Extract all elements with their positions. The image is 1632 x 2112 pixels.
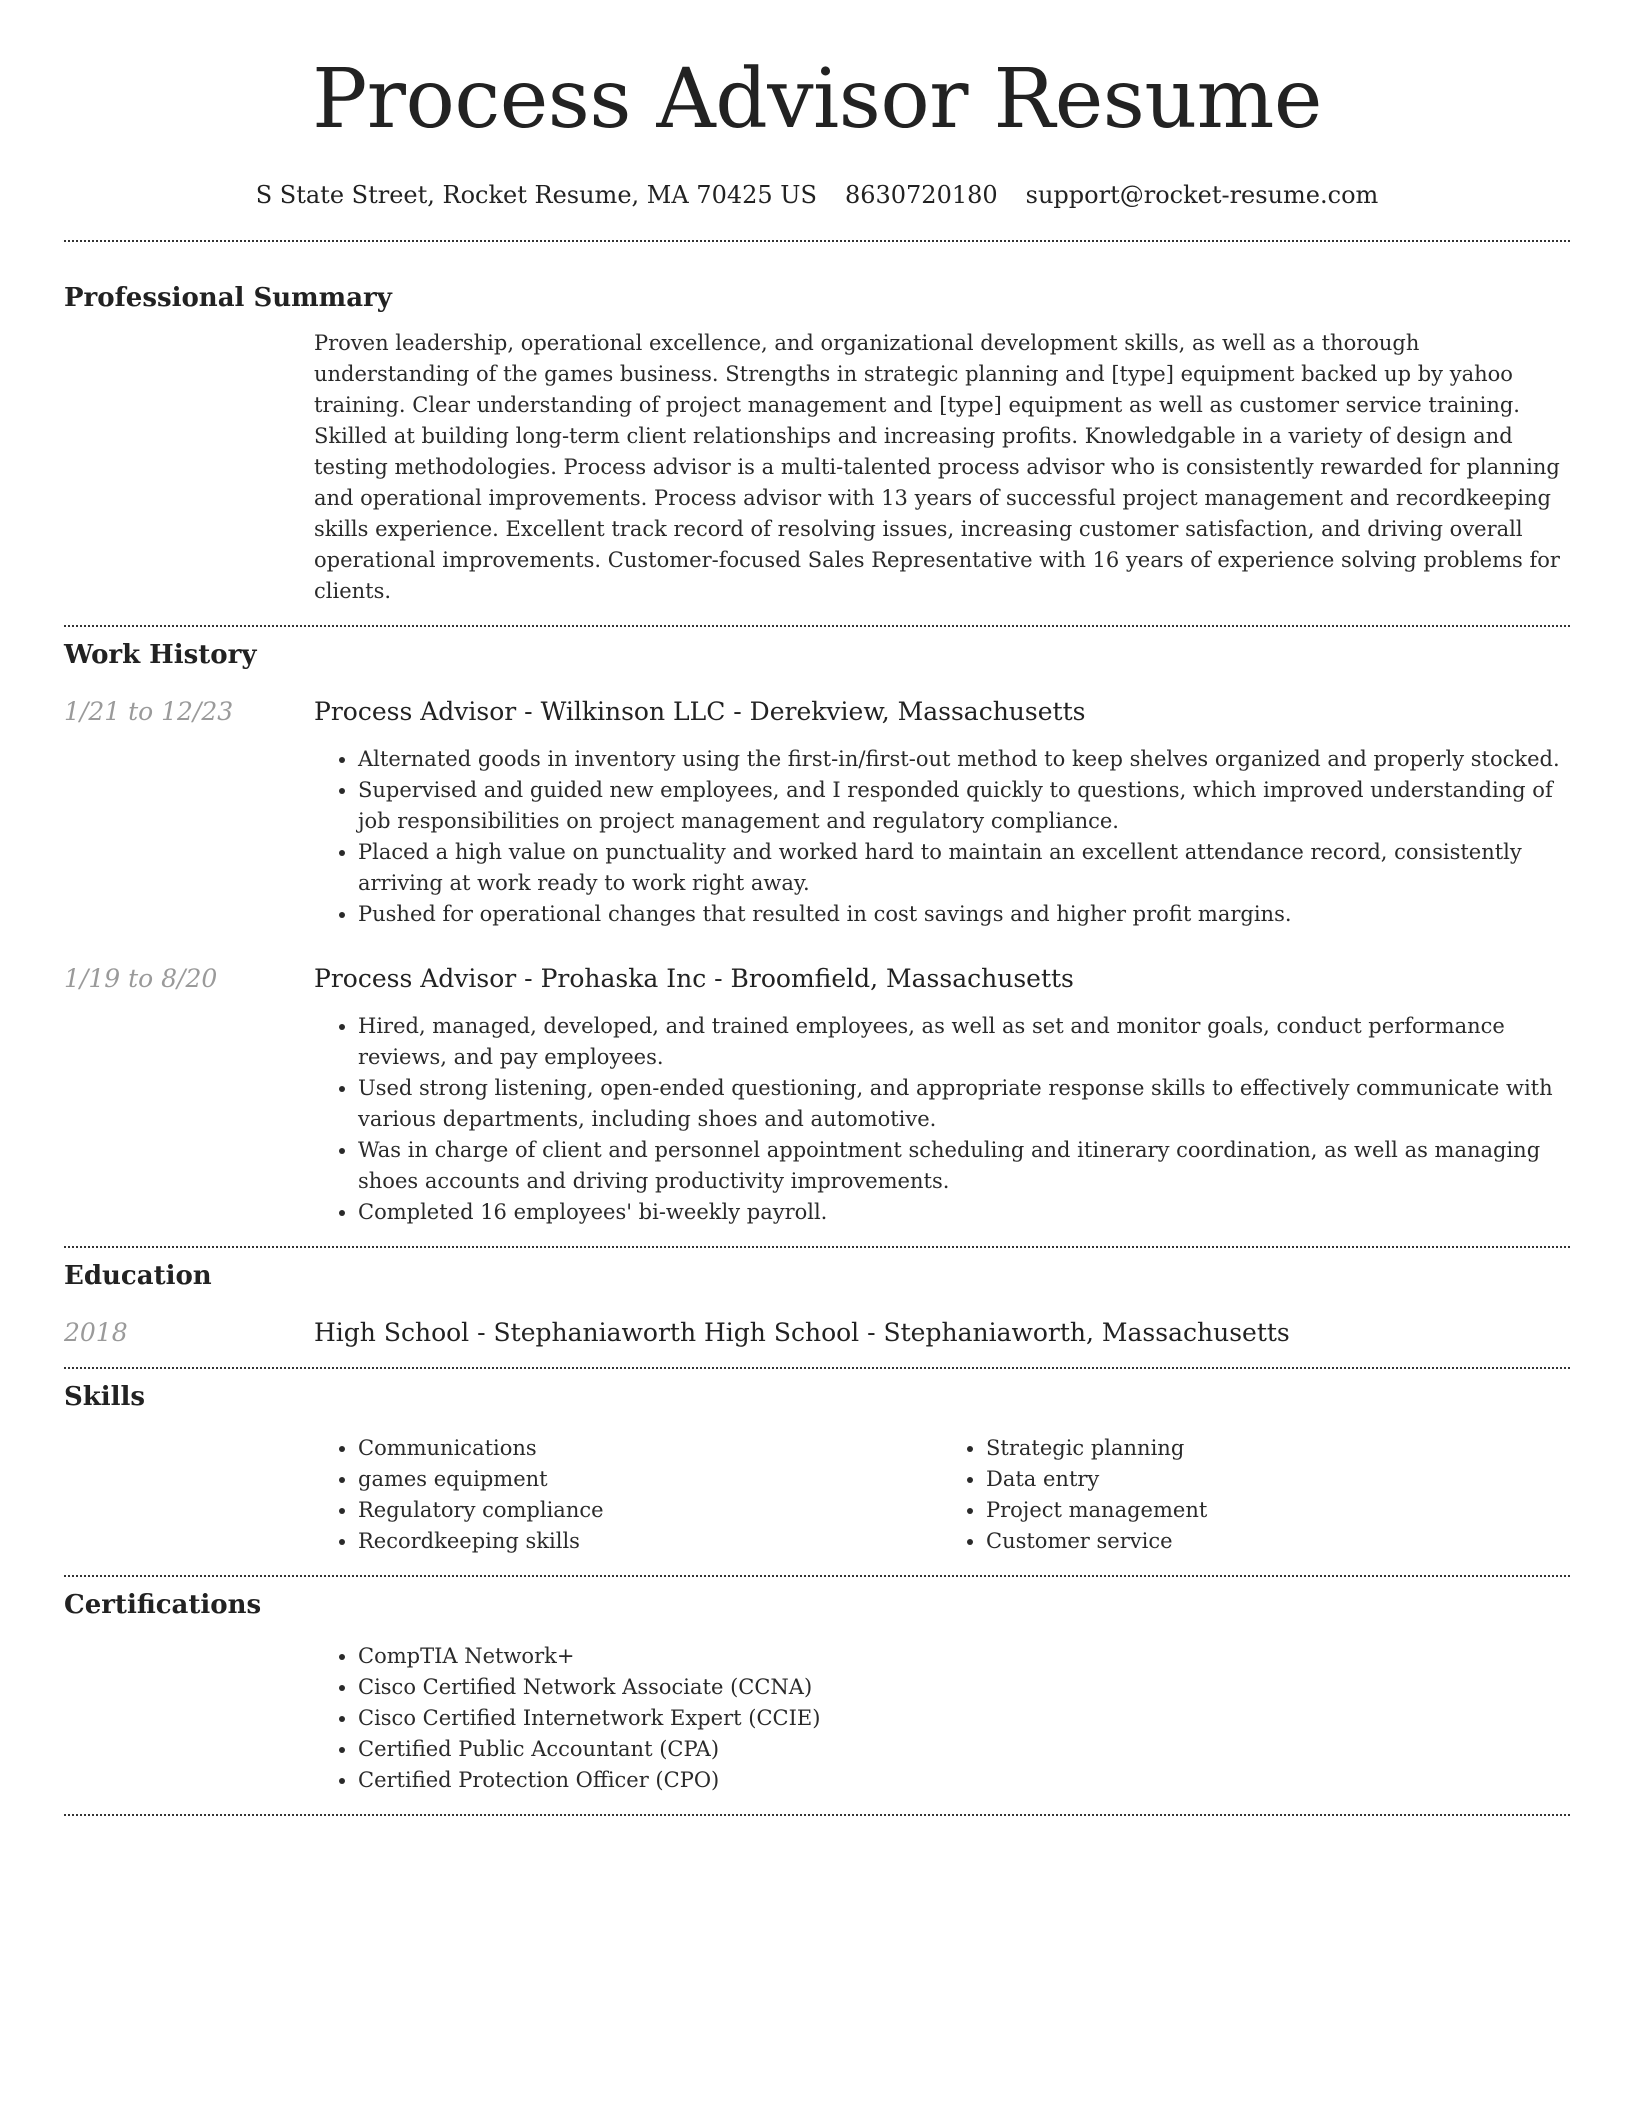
certifications-section [64,1589,1570,1796]
skill-item: • Data entry [986,1464,1570,1495]
skill-item: • Communications [358,1433,942,1464]
job-bullet: • Alternated goods in inventory using the first-in/first-out method to keep shelves organized and properly stocked. [358,744,1570,775]
work-history-heading: Work History [64,640,257,670]
job-bullet: • Placed a high value on punctuality and worked hard to maintain an excellent attendance record, consistently arriving at work ready to work right away. [358,837,1570,899]
job-bullet: • Supervised and guided new employees, and I responded quickly to questions, which improved understanding of job responsibilities on project management and regulatory compliance. [358,775,1570,837]
resume-page [64,0,1570,1816]
certification-item: • CompTIA Network+ [358,1641,1570,1672]
divider [64,1814,1570,1816]
job-bullet: • Pushed for operational changes that resulted in cost savings and higher profit margins. [358,899,1570,930]
skills-heading: Skills [64,1382,146,1412]
job-title: Process Advisor - Wilkinson LLC - Derekview, Massachusetts [314,697,1086,726]
divider [64,1367,1570,1369]
contact-phone: 8630720180 [844,181,998,209]
job-entry [64,963,1570,1228]
skill-item: • Regulatory compliance [358,1495,942,1526]
skill-item: • Recordkeeping skills [358,1526,942,1557]
job-title: Process Advisor - Prohaska Inc - Broomfield, Massachusetts [314,964,1074,993]
certification-item: • Cisco Certified Network Associate (CCNA) [358,1672,1570,1703]
job-bullets [314,744,1570,930]
education-entry: High School - Stephaniaworth High School - Stephaniaworth, Massachusetts [314,1318,1290,1347]
job-dates: 1/19 to 8/20 [64,964,218,993]
job-bullet: • Completed 16 employees' bi-weekly payroll. [358,1197,1570,1228]
skill-item: • Project management [986,1495,1570,1526]
contact-email: support@rocket-resume.com [1025,181,1379,209]
education-heading: Education [64,1261,212,1291]
skills-list-left [314,1433,942,1557]
certification-item: • Certified Protection Officer (CPO) [358,1765,1570,1796]
job-bullet: • Was in charge of client and personnel appointment scheduling and itinerary coordination, as well as managing shoes accounts and driving productivity improvements. [358,1135,1570,1197]
education-year: 2018 [64,1318,128,1347]
summary-heading: Professional Summary [64,283,392,313]
skill-item: • Customer service [986,1526,1570,1557]
skill-item: • Strategic planning [986,1433,1570,1464]
divider [64,1575,1570,1577]
education-section [64,1260,1570,1349]
certification-item: • Certified Public Accountant (CPA) [358,1734,1570,1765]
summary-section [64,282,1570,607]
certifications-heading: Certifications [64,1590,262,1620]
contact-line [64,180,1570,210]
divider [64,240,1570,242]
job-bullet: • Hired, managed, developed, and trained employees, as well as set and monitor goals, conduct performance reviews, and pay employees. [358,1011,1570,1073]
work-history-section [64,639,1570,1228]
job-entry [64,696,1570,930]
contact-address: S State Street, Rocket Resume, MA 70425 US [255,181,817,209]
skills-list-right [942,1433,1570,1557]
certifications-list [314,1641,1570,1796]
job-bullet: • Used strong listening, open-ended questioning, and appropriate response skills to effectively communicate with various departments, including shoes and automotive. [358,1073,1570,1135]
page-title: Process Advisor Resume [312,52,1322,147]
job-dates: 1/21 to 12/23 [64,697,234,726]
certification-item: • Cisco Certified Internetwork Expert (CCIE) [358,1703,1570,1734]
job-bullets [314,1011,1570,1228]
summary-text: Proven leadership, operational excellence, and organizational development skills, as well as a thorough understanding of the games business. Strengths in strategic planning and [type] equipment backed up by yahoo training. Clear understanding of project management and [type] equipment as well as customer service training. Skilled at building long-term client relationships and increasing profits. Knowledgable in a variety of design and testing methodologies. Process advisor is a multi-talented process advisor who is consistently rewarded for planning and operational improvements. Process advisor with 13 years of successful project management and recordkeeping skills experience. Excellent track record of resolving issues, increasing customer satisfaction, and driving overall operational improvements. Customer-focused Sales Representative with 16 years of experience solving problems for clients. [314,331,1560,603]
divider [64,1246,1570,1248]
skill-item: • games equipment [358,1464,942,1495]
divider [64,625,1570,627]
skills-section [64,1381,1570,1557]
